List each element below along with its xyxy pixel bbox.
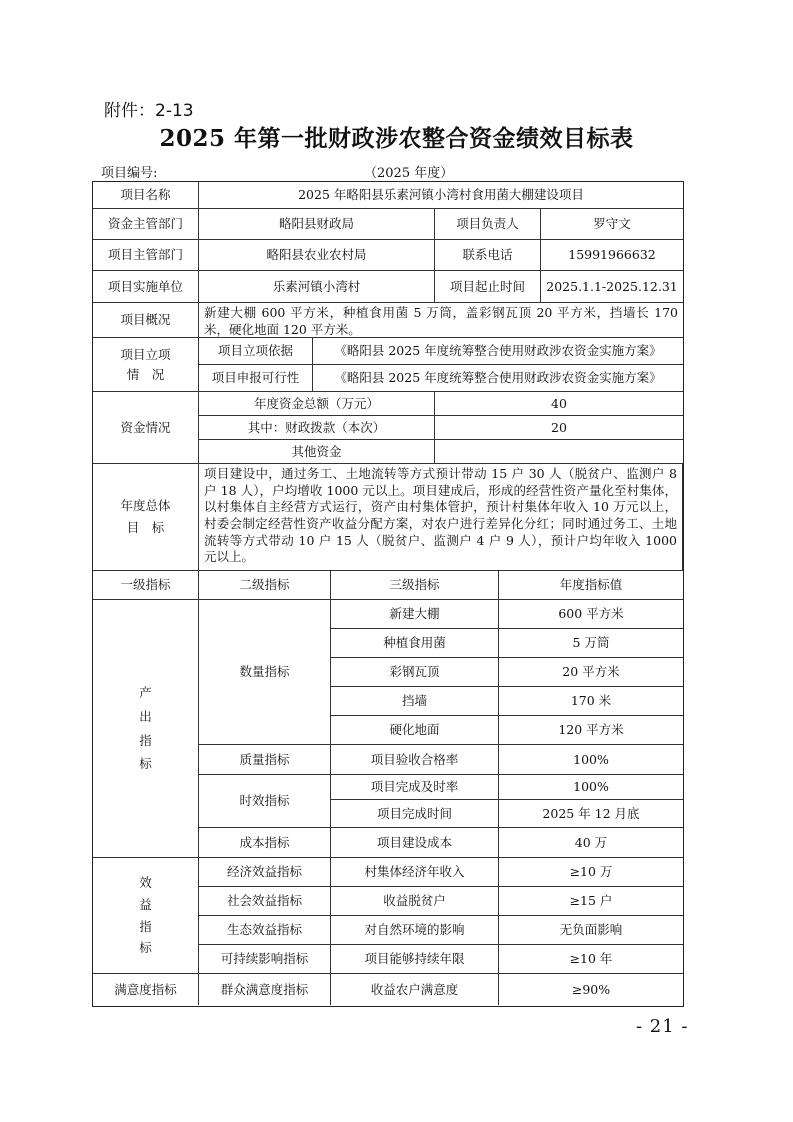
project-name-value: 2025 年略阳县乐素河镇小湾村食用菌大棚建设项目 bbox=[199, 182, 683, 209]
other-funds-value bbox=[435, 440, 683, 464]
timeliness-item-name: 项目完成时间 bbox=[331, 800, 499, 828]
timeliness-item-value: 2025 年 12 月底 bbox=[499, 800, 683, 828]
output-char-3: 指 bbox=[139, 732, 152, 748]
total-funds-label: 年度资金总额（万元） bbox=[199, 392, 435, 416]
quantity-item-value: 5 万筒 bbox=[499, 629, 683, 658]
other-funds-label: 其他资金 bbox=[199, 440, 435, 464]
project-year: （2025 年度） bbox=[364, 166, 454, 181]
header-annual-value: 年度指标值 bbox=[499, 571, 683, 600]
satisfaction-level2: 群众满意度指标 bbox=[199, 974, 331, 1005]
annual-goal-label-line1: 年度总体 bbox=[120, 498, 171, 514]
benefit-char-3: 指 bbox=[139, 918, 152, 934]
quantity-item-value: 600 平方米 bbox=[499, 600, 683, 629]
benefit-item-value: 无负面影响 bbox=[499, 916, 683, 945]
funds-label: 资金情况 bbox=[93, 392, 199, 464]
approval-label-line1: 项目立项 bbox=[120, 346, 171, 362]
fund-dept-value: 略阳县财政局 bbox=[199, 209, 435, 240]
quality-item-value: 100% bbox=[499, 745, 683, 775]
approval-label-line2: 情 况 bbox=[126, 366, 165, 382]
benefit-item-name: 村集体经济年收入 bbox=[331, 858, 499, 887]
social-benefit-label: 社会效益指标 bbox=[199, 887, 331, 916]
quantity-item-name: 彩钢瓦顶 bbox=[331, 658, 499, 687]
project-dept-label: 项目主管部门 bbox=[93, 240, 199, 271]
leader-label: 项目负责人 bbox=[435, 209, 541, 240]
quantity-item-name: 新建大棚 bbox=[331, 600, 499, 629]
timeliness-item-value: 100% bbox=[499, 775, 683, 800]
satisfaction-item-value: ≥90% bbox=[571, 981, 611, 997]
fiscal-funds-label: 其中：财政拨款（本次） bbox=[199, 416, 435, 440]
timeliness-indicator-label: 时效指标 bbox=[199, 775, 331, 828]
annual-goal-text: 项目建设中，通过务工、土地流转等方式预计带动 15 户 30 人（脱贫户、监测户 8 户 18 人），户均增收 1000 元以上。项目建成后，形成的经营性资产量化至村集体，以村集体自主经营方式运行，资产由村集体管护，预计村集体年收入 10 万元以上，村委会制定经营性资产收益分配方案，对农户进行差异化分红；同时通过务工、土地流转等方式带动 10 户 15 人（脱贫户、监测户 4 户 9 人），预计户均年收入 1000 元以上。 bbox=[204, 466, 677, 565]
leader-value: 罗守文 bbox=[541, 209, 683, 240]
benefit-char-4: 标 bbox=[139, 940, 152, 956]
cost-item-value: 40 万 bbox=[499, 828, 683, 858]
annual-goal-label-line2: 目 标 bbox=[126, 520, 165, 535]
header-level2: 二级指标 bbox=[199, 571, 331, 600]
ecological-benefit-label: 生态效益指标 bbox=[199, 916, 331, 945]
benefit-item-name: 项目能够持续年限 bbox=[331, 945, 499, 974]
performance-target-table bbox=[92, 181, 684, 1007]
period-value: 2025.1.1-2025.12.31 bbox=[541, 271, 683, 303]
benefit-item-value: ≥10 万 bbox=[499, 858, 683, 887]
page-title: 2025 年第一批财政涉农整合资金绩效目标表 bbox=[159, 125, 634, 152]
benefit-char-2: 益 bbox=[139, 896, 152, 912]
output-indicator-level1 bbox=[93, 600, 199, 858]
timeliness-item-name: 项目完成及时率 bbox=[331, 775, 499, 800]
output-char-2: 出 bbox=[139, 708, 152, 724]
header-level3: 三级指标 bbox=[331, 571, 499, 600]
approval-label bbox=[93, 338, 199, 392]
benefit-char-1: 效 bbox=[139, 875, 152, 891]
attachment-label: 附件：2-13 bbox=[104, 101, 194, 121]
feasibility-value: 《略阳县 2025 年度统筹整合使用财政涉农资金实施方案》 bbox=[313, 365, 683, 392]
fund-dept-label: 资金主管部门 bbox=[93, 209, 199, 240]
benefit-item-value: ≥15 户 bbox=[499, 887, 683, 916]
project-dept-value: 略阳县农业农村局 bbox=[199, 240, 435, 271]
impl-unit-value: 乐素河镇小湾村 bbox=[199, 271, 435, 303]
phone-value: 15991966632 bbox=[541, 240, 683, 271]
benefit-indicator-level1 bbox=[93, 858, 199, 974]
fiscal-funds-value: 20 bbox=[435, 416, 683, 440]
quality-item-name: 项目验收合格率 bbox=[331, 745, 499, 775]
cost-item-name: 项目建设成本 bbox=[331, 828, 499, 858]
quantity-item-value: 20 平方米 bbox=[499, 658, 683, 687]
quantity-item-name: 挡墙 bbox=[331, 687, 499, 716]
overview-label: 项目概况 bbox=[93, 303, 199, 338]
sustainable-benefit-label: 可持续影响指标 bbox=[199, 945, 331, 974]
project-number-label: 项目编号: bbox=[101, 166, 158, 181]
phone-label: 联系电话 bbox=[435, 240, 541, 271]
quantity-item-name: 种植食用菌 bbox=[331, 629, 499, 658]
annual-goal-value bbox=[199, 464, 683, 571]
benefit-item-name: 对自然环境的影响 bbox=[331, 916, 499, 945]
period-label: 项目起止时间 bbox=[435, 271, 541, 303]
benefit-item-name: 收益脱贫户 bbox=[331, 887, 499, 916]
project-name-label: 项目名称 bbox=[93, 182, 199, 209]
cost-indicator-label: 成本指标 bbox=[199, 828, 331, 858]
satisfaction-level1: 满意度指标 bbox=[93, 974, 199, 1005]
benefit-item-value: ≥10 年 bbox=[499, 945, 683, 974]
quality-indicator-label: 质量指标 bbox=[199, 745, 331, 775]
quantity-item-name: 硬化地面 bbox=[331, 716, 499, 745]
total-funds-value: 40 bbox=[435, 392, 683, 416]
overview-value: 新建大棚 600 平方米，种植食用菌 5 万筒，盖彩钢瓦顶 20 平方米，挡墙长 170 米，硬化地面 120 平方米。 bbox=[199, 303, 683, 338]
page-number: - 21 - bbox=[636, 1016, 689, 1037]
output-char-1: 产 bbox=[139, 685, 152, 701]
basis-label: 项目立项依据 bbox=[199, 338, 313, 365]
basis-value: 《略阳县 2025 年度统筹整合使用财政涉农资金实施方案》 bbox=[313, 338, 683, 365]
quantity-indicator-label: 数量指标 bbox=[199, 600, 331, 745]
satisfaction-item-name: 收益农户满意度 bbox=[331, 974, 499, 1005]
impl-unit-label: 项目实施单位 bbox=[93, 271, 199, 303]
quantity-item-value: 120 平方米 bbox=[499, 716, 683, 745]
economic-benefit-label: 经济效益指标 bbox=[199, 858, 331, 887]
feasibility-label: 项目申报可行性 bbox=[199, 365, 313, 392]
header-level1: 一级指标 bbox=[93, 571, 199, 600]
annual-goal-label bbox=[93, 464, 199, 571]
quantity-item-value: 170 米 bbox=[499, 687, 683, 716]
output-char-4: 标 bbox=[139, 756, 152, 772]
